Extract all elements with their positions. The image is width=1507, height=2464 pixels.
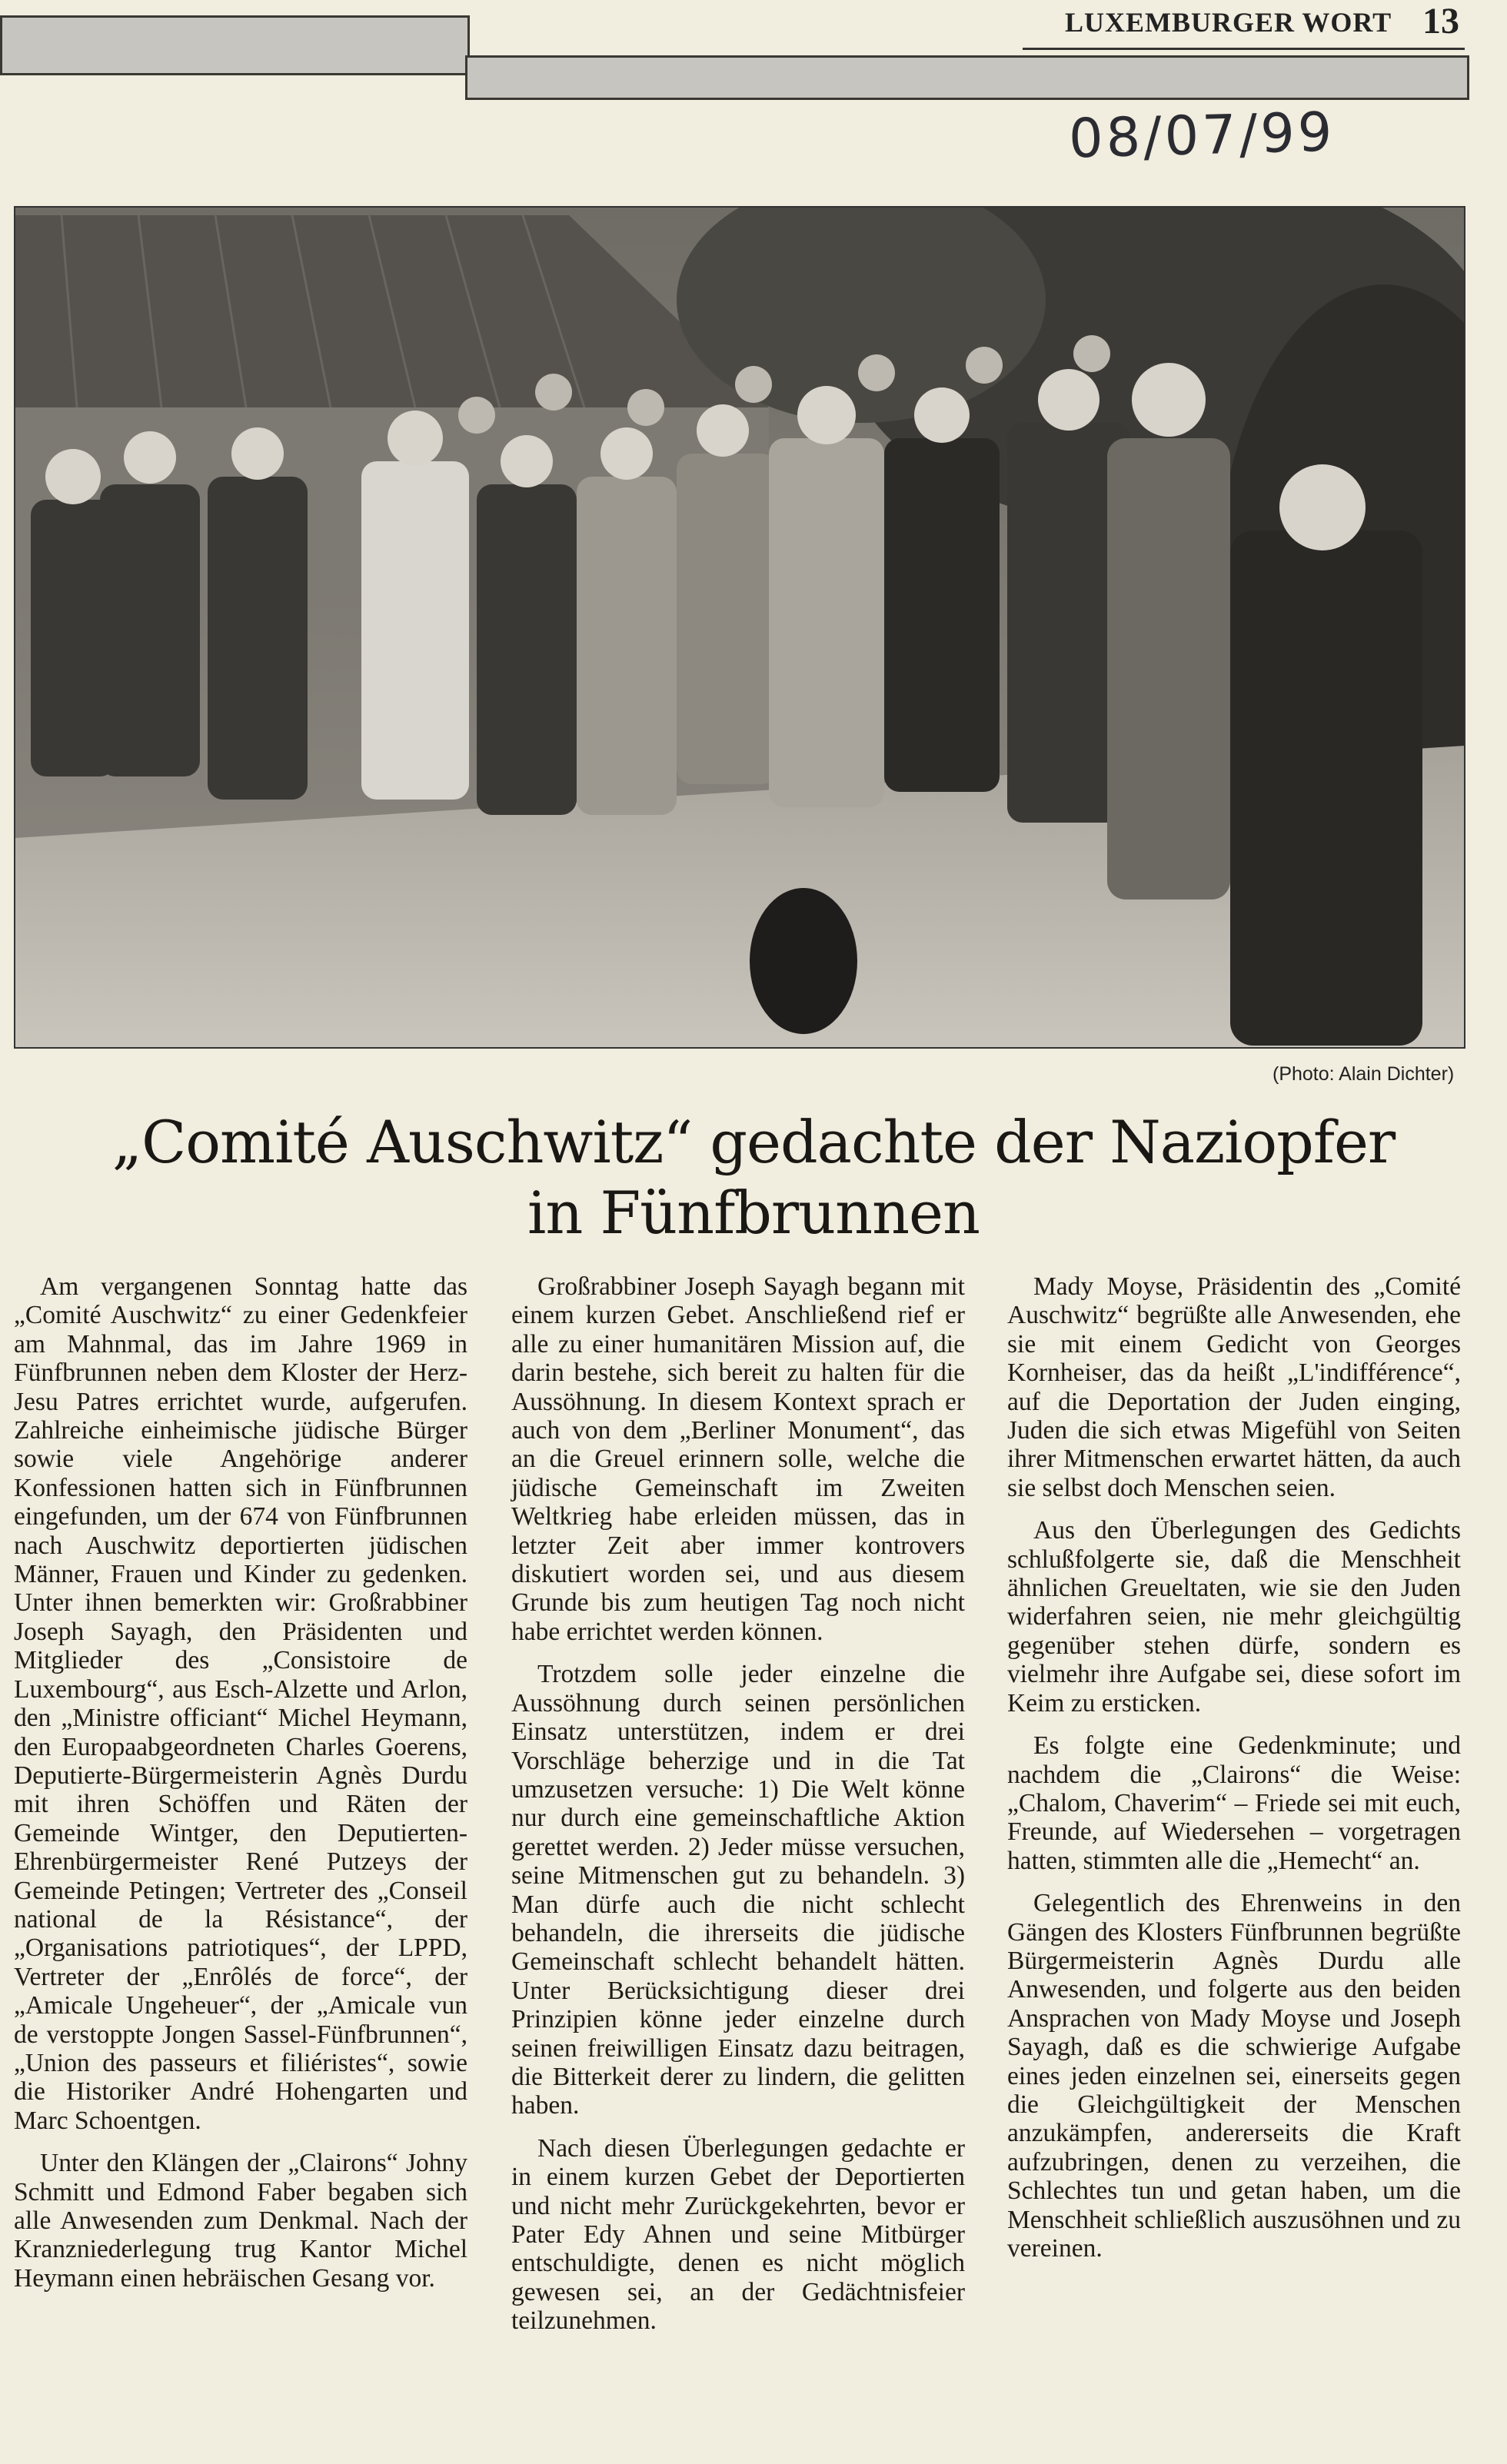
header-rule-bar: [465, 55, 1469, 100]
paragraph: Am vergangenen Sonntag hatte das „Comité Auschwitz“ zu einer Gedenkfeier am Mahnmal, das im Jahre 1969 in Fünfbrunnen neben dem Kloster der Herz-Jesu Patres errichtet wurde, aufgerufen. Zahlreiche einheimische jüdische Bürger sowie viele Angehörige anderer Konfessionen hatten sich in Fünfbrunnen eingefunden, um der 674 von Fünfbrunnen nach Auschwitz deportierten jüdischen Männer, Frauen und Kinder zu gedenken. Unter ihnen bemerkten wir: Großrabbiner Joseph Sayagh, den Präsidenten und Mitglieder des „Consistoire de Luxembourg“, aus Esch-Alzette und Arlon, den „Ministre officiant“ Michel Heymann, den Europaabgeordneten Charles Goerens, Deputierte-Bürgermeisterin Agnès Durdu mit ihren Schöffen und Räten der Gemeinde Wintger, den Deputierten-Ehrenbürgermeister René Putzeys der Gemeinde Petingen; Vertreter des „Conseil national de la Résistance“, der „Organisations patriotiques“, der LPPD, Vertreter der „Enrôlés de force“, der „Amicale Ungeheuer“, der „Amicale vun de verstoppte Jongen Sassel-Fünfbrunnen“, „Union des passeurs et filiéristes“, sowie die Historiker André Hohengarten und Marc Schoentgen.: [14, 1272, 467, 2135]
newspaper-name: LUXEMBURGER WORT: [1065, 7, 1392, 38]
paragraph: Trotzdem solle jeder einzelne die Aussöhnung durch seinen persönlichen Einsatz unterstützen, indem er drei Vorschläge beherzige und in die Tat umzusetzen versuche: 1) Die Welt könne nur durch eine gemeinschaftliche Aktion gerettet werden. 2) Jeder müsse versuchen, seine Mitmenschen gut zu behandeln. 3) Man dürfe auch die nicht schlecht behandeln, die ihrerseits die jüdische Gemeinschaft schlecht behandelt hätten. Unter Berücksichtigung dieser drei Prinzipien könne jeder einzelne durch seinen freiwilligen Einsatz dazu beitragen, die Bitterkeit derer zu lindern, die gelitten haben.: [511, 1660, 965, 2120]
page-number: 13: [1422, 1, 1459, 42]
article-column-3: [1007, 1272, 1461, 2276]
paragraph: Es folgte eine Gedenkminute; und nachdem die „Clairons“ die Weise: „Chalom, Chaverim“ – Friede sei mit euch, Freunde, auf Wiedersehen – vorgetragen hatten, stimmten alle die „Hemecht“ an.: [1007, 1731, 1461, 1875]
paragraph: Gelegentlich des Ehrenweins in den Gängen des Klosters Fünfbrunnen begrüßte Bürgermeisterin Agnès Durdu alle Anwesenden, und folgerte aus den beiden Ansprachen von Mady Moyse und Joseph Sayagh, daß es die schwierige Aufgabe eines jeden einzelnen sei, einerseits gegen die Gleichgültigkeit der Menschen anzukämpfen, andererseits die Kraft aufzubringen, denen zu verzeihen, die Schlechtes tun und getan haben, um die Menschheit schließlich auszusöhnen und zu vereinen.: [1007, 1889, 1461, 2263]
photo-credit: (Photo: Alain Dichter): [1272, 1063, 1455, 1085]
article-column-1: [14, 1272, 467, 2306]
headline-line-1: „Comité Auschwitz“ gedachte der Naziopfer: [111, 1108, 1396, 1176]
paragraph: Mady Moyse, Präsidentin des „Comité Auschwitz“ begrüßte alle Anwesenden, ehe sie mit einem Gedicht von Georges Kornheiser, das da heißt „L'indifférence“, auf die Deportation der Juden einging, Juden die sich etwas Migefühl von Seiten ihrer Mitmenschen erwartet hätten, da auch sie selbst doch Menschen seien.: [1007, 1272, 1461, 1502]
ceremony-photo: [14, 206, 1465, 1049]
paragraph: Nach diesen Überlegungen gedachte er in einem kurzen Gebet der Deportierten und nicht mehr Zurückgekehrten, bevor er Pater Edy Ahnen und seine Mitbürger entschuldigte, denen es nicht möglich gewesen sei, an der Gedächtnisfeier teilzunehmen.: [511, 2133, 965, 2336]
paragraph: Aus den Überlegungen des Gedichts schlußfolgerte sie, daß die Menschheit ähnlichen Greueltaten, wie sie den Juden widerfahren seien, nie mehr gleichgültig gegenüber stehen dürfe, sondern es vielmehr ihre Aufgabe sei, diese sofort im Keim zu ersticken.: [1007, 1516, 1461, 1717]
handwritten-date: 08/07/99: [1067, 100, 1336, 171]
paragraph: Großrabbiner Joseph Sayagh begann mit einem kurzen Gebet. Anschließend rief er alle zu einer humanitären Mission auf, die darin bestehe, sich bereit zu halten für die Aussöhnung. In diesem Kontext sprach er auch von dem „Berliner Monument“, das an die Greuel erinnern solle, welche die jüdische Gemeinschaft im Zweiten Weltkrieg habe erleiden müssen, das in letzter Zeit aber immer kontrovers diskutiert worden sei, und aus diesem Grunde bis zum heutigen Tag noch nicht habe errichtet werden können.: [511, 1272, 965, 1646]
headline: [0, 1107, 1507, 1249]
paragraph: Unter den Klängen der „Clairons“ Johny Schmitt und Edmond Faber begaben sich alle Anwesenden zum Denkmal. Nach der Kranzniederlegung trug Kantor Michel Heymann einen hebräischen Gesang vor.: [14, 2149, 467, 2293]
header-box-left: [0, 15, 470, 75]
article-column-2: [511, 1272, 965, 2349]
header-top-rule: [1023, 48, 1465, 50]
headline-line-2: in Fünfbrunnen: [527, 1179, 980, 1247]
